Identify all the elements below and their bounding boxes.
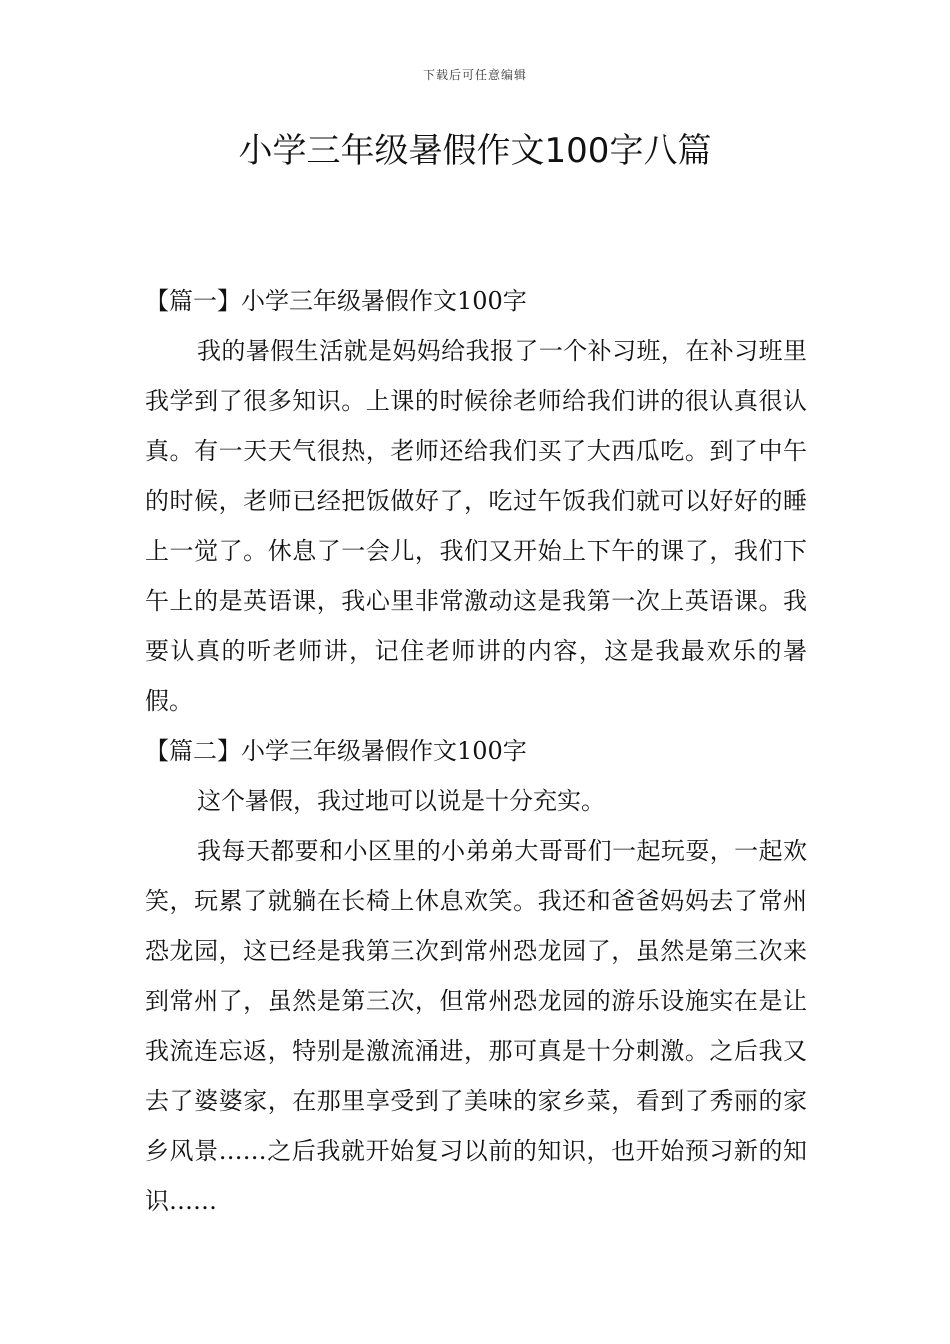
- section-2-paragraph-2: 我每天都要和小区里的小弟弟大哥哥们一起玩耍，一起欢笑，玩累了就躺在长椅上休息欢笑。我还和爸爸妈妈去了常州恐龙园，这已经是我第三次到常州恐龙园了，虽然是第三次来到常州了，虽然是第三次，但常州恐龙园的游乐设施实在是让我流连忘返，特别是激流涌进，那可真是十分刺激。之后我又去了婆婆家，在那里享受到了美味的家乡菜，看到了秀丽的家乡风景……之后我就开始复习以前的知识，也开始预习新的知识……: [145, 837, 807, 1215]
- section-heading-1: 【篇一】小学三年级暑假作文100字: [145, 287, 527, 315]
- section-2-paragraph-1: 这个暑假，我过地可以说是十分充实。: [197, 787, 605, 815]
- document-body: [145, 276, 807, 1226]
- header-note: 下载后可任意编辑: [422, 68, 527, 82]
- section-1-paragraph-1: 我的暑假生活就是妈妈给我报了一个补习班，在补习班里我学到了很多知识。上课的时候徐老师给我们讲的很认真很认真。有一天天气很热，老师还给我们买了大西瓜吃。到了中午的时候，老师已经把饭做好了，吃过午饭我们就可以好好的睡上一觉了。休息了一会儿，我们又开始上下午的课了，我们下午上的是英语课，我心里非常激动这是我第一次上英语课。我要认真的听老师讲，记住老师讲的内容，这是我最欢乐的暑假。: [145, 337, 807, 715]
- section-heading-2: 【篇二】小学三年级暑假作文100字: [145, 737, 527, 765]
- document-title: 小学三年级暑假作文100字八篇: [238, 131, 712, 171]
